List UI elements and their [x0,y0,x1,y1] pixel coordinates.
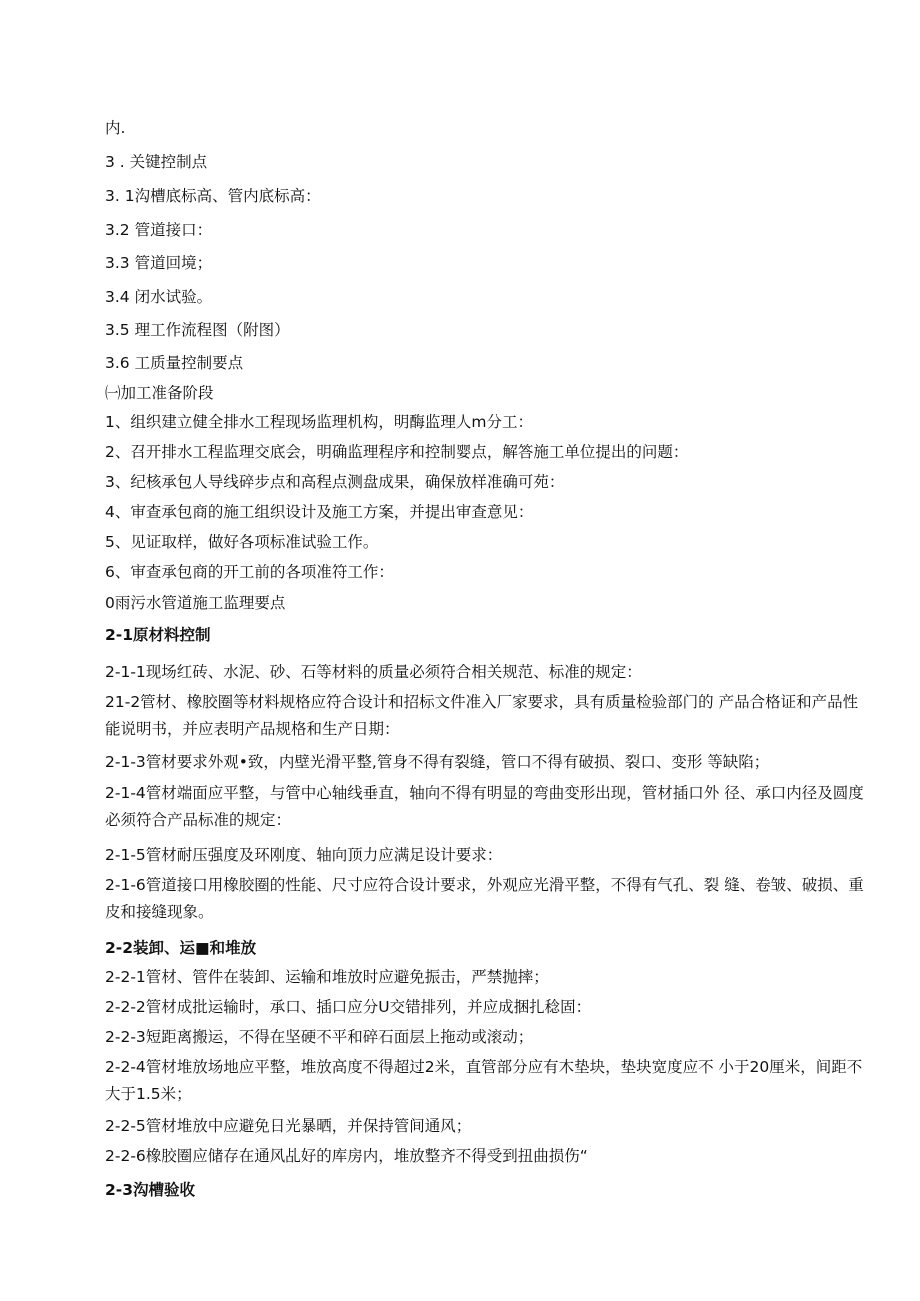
list-item: 2、召开排水工程监理交底会，明确监理程序和控制婴点，解答施工单位提出的问题： [105,443,689,461]
clause-item: 2-2-2管材成批运输时，承口、插口应分U交错排列，并应成捆扎稔固： [105,998,592,1016]
clause-item: 2-2-5管材堆放中应避免日光暴晒，并保持管间通风； [105,1117,472,1135]
text-line: 3.2 管道接口： [105,221,213,239]
clause-heading: 2-1原材料控制 [105,626,211,644]
list-item: 6、审查承包商的开工前的各项准符工作： [105,563,394,581]
text-line: 3. 1沟槽底标高、管内底标高： [105,187,321,205]
list-item: 1、组织建立健全排水工程现场监理机构，明酶监理人m分工： [105,413,533,431]
text-line: 3.4 闭水试验。 [105,288,213,306]
text-line: 3.3 管道回境； [105,254,213,272]
clause-item: 2-1-1现场红砖、水泥、砂、石等材料的质量必须符合相关规范、标准的规定： [105,663,642,681]
clause-item: 2-1-6管道接口用橡胶圈的性能、尺寸应符合设计要求，外观应光滑平整，不得有气孔、裂 缝、卷皱、破损、重皮和接缝现象。 [105,876,864,921]
clause-item: 2-2-1管材、管件在装卸、运输和堆放时应避免振击，严禁抛摔； [105,968,549,986]
clause-item: 2-1-4管材端面应平整，与管中心轴线垂直，轴向不得有明显的弯曲变形出现，管材插口外 径、承口内径及圆度必须符合产品标准的规定： [105,784,864,829]
text-line: 3.5 理工作流程图（附图） [105,321,290,339]
section-heading: 3 . 关键控制点 [105,153,208,171]
clause-item: 2-2-3短距离搬运，不得在坚硬不平和碎石面层上拖动或滚动； [105,1028,534,1046]
list-item: 3、纪核承包人导线碎步点和高程点测盘成果，确保放样准确可苑： [105,473,565,491]
subsection-heading: 0雨污水管道施工监理要点 [105,594,286,612]
clause-heading: 2-3沟槽验收 [105,1181,196,1199]
clause-item: 2-1-3管材要求外观•致，内壁光滑平整,管身不得有裂缝，管口不得有破损、裂口、变形 等缺陷； [105,753,770,771]
clause-item: 2-2-4管材堆放场地应平整，堆放高度不得超过2米，直管部分应有木垫块，垫块宽度应不 小于20厘米，间距不大于1.5米； [105,1058,863,1103]
clause-item: 2-1-5管材耐压强度及环刚度、轴向顶力应满足设计要求： [105,846,503,864]
clause-heading: 2-2装卸、运■和堆放 [105,939,257,957]
subsection-heading: ㈠加工准备阶段 [105,384,214,402]
clause-item: 2-2-6橡胶圈应储存在通风乩好的库房内，堆放整齐不得受到扭曲损伤“ [105,1147,588,1165]
list-item: 4、审查承包商的施工组织设计及施工方案，并提出审查意见： [105,503,534,521]
text-line: 内. [105,119,126,137]
text-line: 3.6 工质量控制要点 [105,354,244,372]
list-item: 5、见证取样，做好各项标准试验工作。 [105,533,379,551]
clause-item: 21-2管材、橡胶圈等材料规格应符合设计和招标文件准入厂家要求，具有质量检验部门的 产品合格证和产品性能说明书，并应表明产品规格和生产日期： [105,693,859,738]
